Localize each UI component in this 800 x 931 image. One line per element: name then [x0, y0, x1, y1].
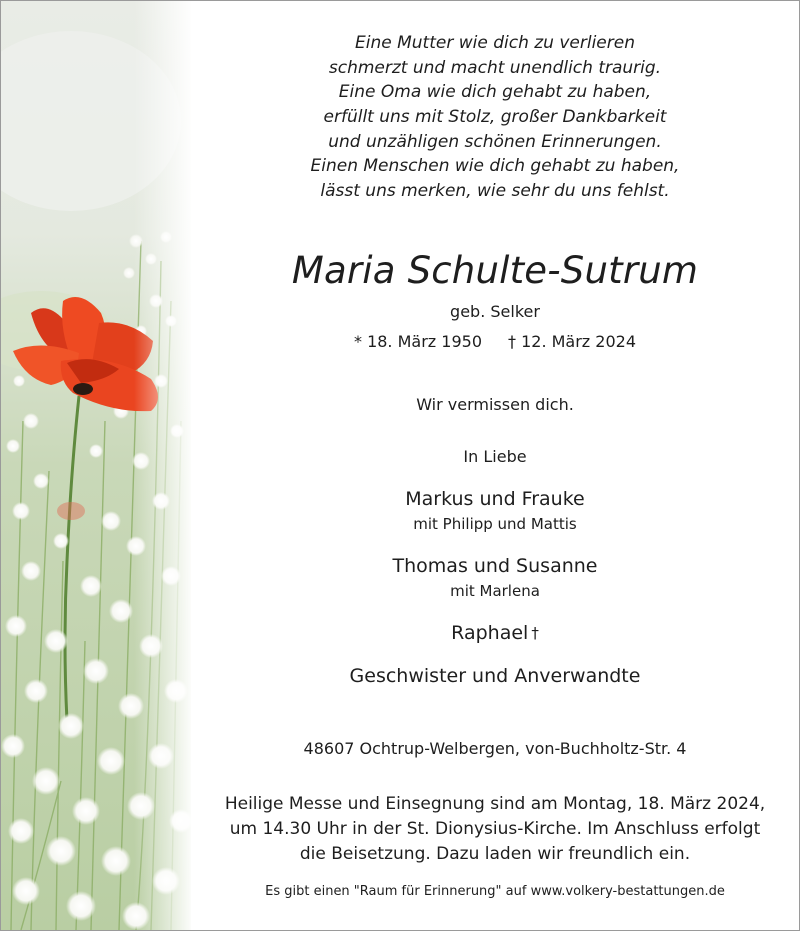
service-line: Heilige Messe und Einsegnung sind am Montag, 18. März 2024,	[224, 794, 766, 814]
obituary-text	[191, 1, 799, 930]
poem-line: schmerzt und macht unendlich traurig.	[328, 57, 662, 78]
deceased-name: Maria Schulte-Sutrum	[291, 249, 699, 292]
death-date: † 12. März 2024	[508, 332, 637, 351]
poem-line: Einen Menschen wie dich gehabt zu haben,	[310, 156, 680, 177]
poppy-meadow-image	[1, 1, 191, 930]
birth-name: geb. Selker	[450, 302, 540, 321]
mourner-entry	[191, 622, 799, 644]
in-love-text: In Liebe	[463, 447, 527, 466]
service-info	[191, 792, 799, 867]
cross-icon: †	[531, 624, 539, 642]
life-dates	[191, 332, 799, 351]
poem-line: Eine Mutter wie dich zu verlieren	[355, 33, 635, 53]
mourner-name: Geschwister und Anverwandte	[349, 665, 641, 687]
service-line: die Beisetzung. Dazu laden wir freundlich ein.	[299, 844, 691, 864]
mourner-name: Markus und Frauke	[405, 488, 585, 510]
poem-line: und unzähligen schönen Erinnerungen.	[328, 131, 662, 152]
poem-line: Eine Oma wie dich gehabt zu haben,	[338, 82, 652, 103]
footer-note: Es gibt einen "Raum für Erinnerung" auf www.volkery-bestattungen.de	[265, 884, 725, 899]
mourner-name: Thomas und Susanne	[392, 555, 598, 577]
mourner-sub: mit Philipp und Mattis	[413, 515, 577, 533]
service-line: um 14.30 Uhr in der St. Dionysius-Kirche. Im Anschluss erfolgt	[229, 819, 761, 839]
memorial-poem	[191, 31, 799, 204]
mourner-name: Raphael	[451, 622, 529, 644]
missing-text: Wir vermissen dich.	[416, 395, 574, 414]
poem-line: lässt uns merken, wie sehr du uns fehlst.	[320, 181, 670, 202]
birth-date: * 18. März 1950	[353, 332, 482, 351]
address: 48607 Ochtrup-Welbergen, von-Buchholtz-Str. 4	[303, 739, 687, 758]
mourner-sub: mit Marlena	[450, 582, 540, 600]
poem-line: erfüllt uns mit Stolz, großer Dankbarkeit	[323, 107, 667, 128]
